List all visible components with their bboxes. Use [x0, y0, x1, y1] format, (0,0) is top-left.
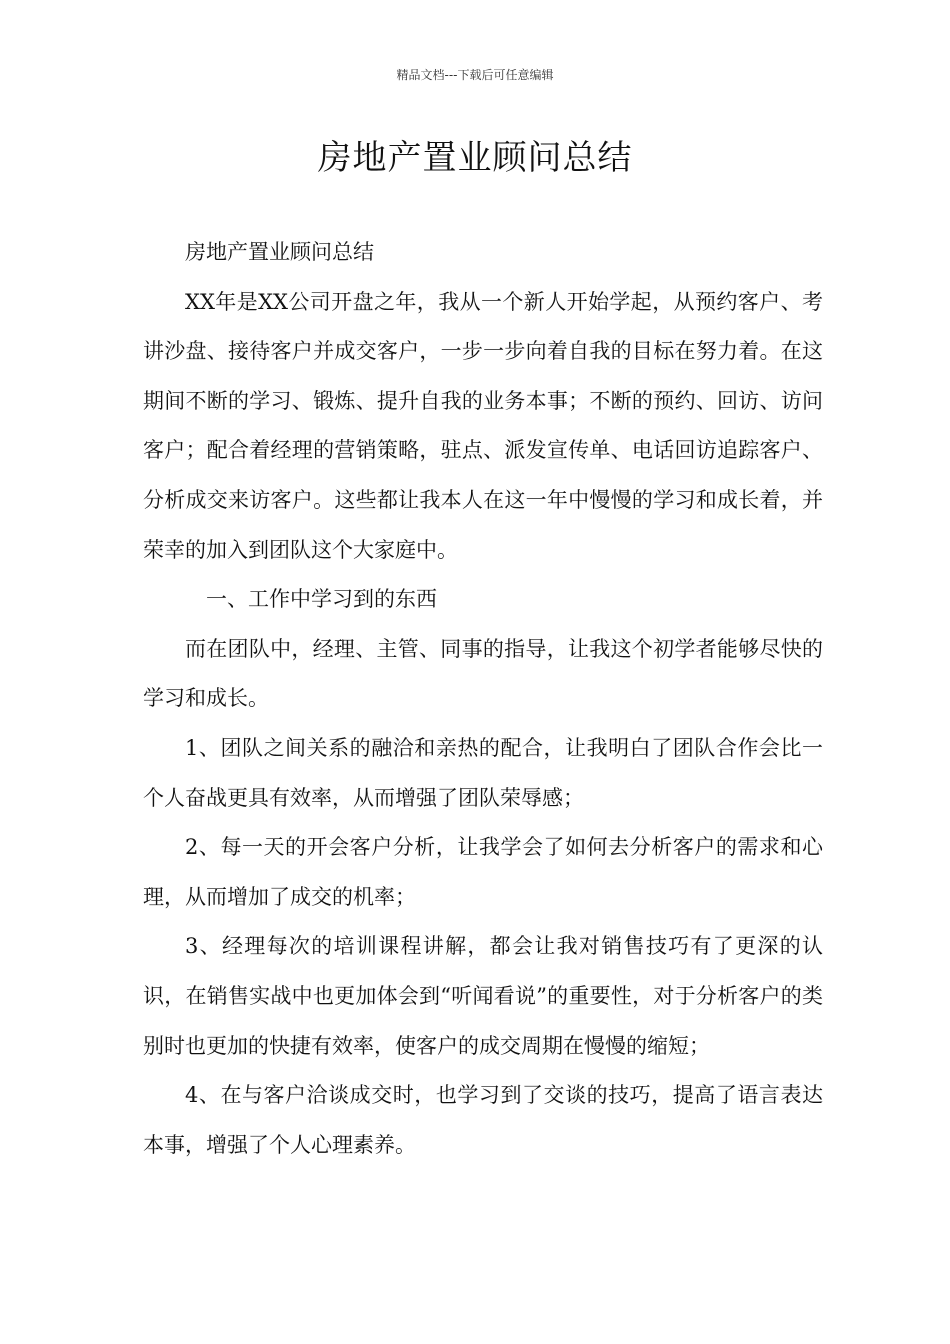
header-note: 精品文档---下载后可任意编辑	[396, 68, 554, 82]
section-heading: 一、工作中学习到的东西	[206, 587, 437, 612]
paragraph-subtitle: 房地产置业顾问总结	[185, 240, 374, 264]
paragraph-intro: XX年是XX公司开盘之年，我从一个新人开始学起，从预约客户、考讲沙盘、接待客户并成交客户，一步一步向着自我的目标在努力着。在这期间不断的学习、锻炼、提升自我的业务本事；不断的预约、回访、访问客户；配合着经理的营销策略，驻点、派发宣传单、电话回访追踪客户、分析成交来访客户。这些都让我本人在这一年中慢慢的学习和成长着，并荣幸的加入到团队这个大家庭中。	[143, 289, 823, 562]
paragraph-point-3: 3、经理每次的培训课程讲解，都会让我对销售技巧有了更深的认识，在销售实战中也更加体会到“听闻看说”的重要性，对于分析客户的类别时也更加的快捷有效率，使客户的成交周期在慢慢的缩短；	[143, 934, 823, 1058]
paragraph-point-4: 4、在与客户洽谈成交时，也学习到了交谈的技巧，提高了语言表达本事，增强了个人心理素养。	[143, 1083, 823, 1157]
paragraph-point-1: 1、团队之间关系的融洽和亲热的配合，让我明白了团队合作会比一个人奋战更具有效率，从而增强了团队荣辱感；	[143, 735, 823, 810]
paragraph-team-guidance: 而在团队中，经理、主管、同事的指导，让我这个初学者能够尽快的学习和成长。	[143, 636, 823, 711]
document-body	[143, 228, 823, 1170]
document-title: 房地产置业顾问总结	[317, 138, 633, 178]
paragraph-point-2: 2、每一天的开会客户分析，让我学会了如何去分析客户的需求和心理，从而增加了成交的机率；	[143, 835, 823, 909]
